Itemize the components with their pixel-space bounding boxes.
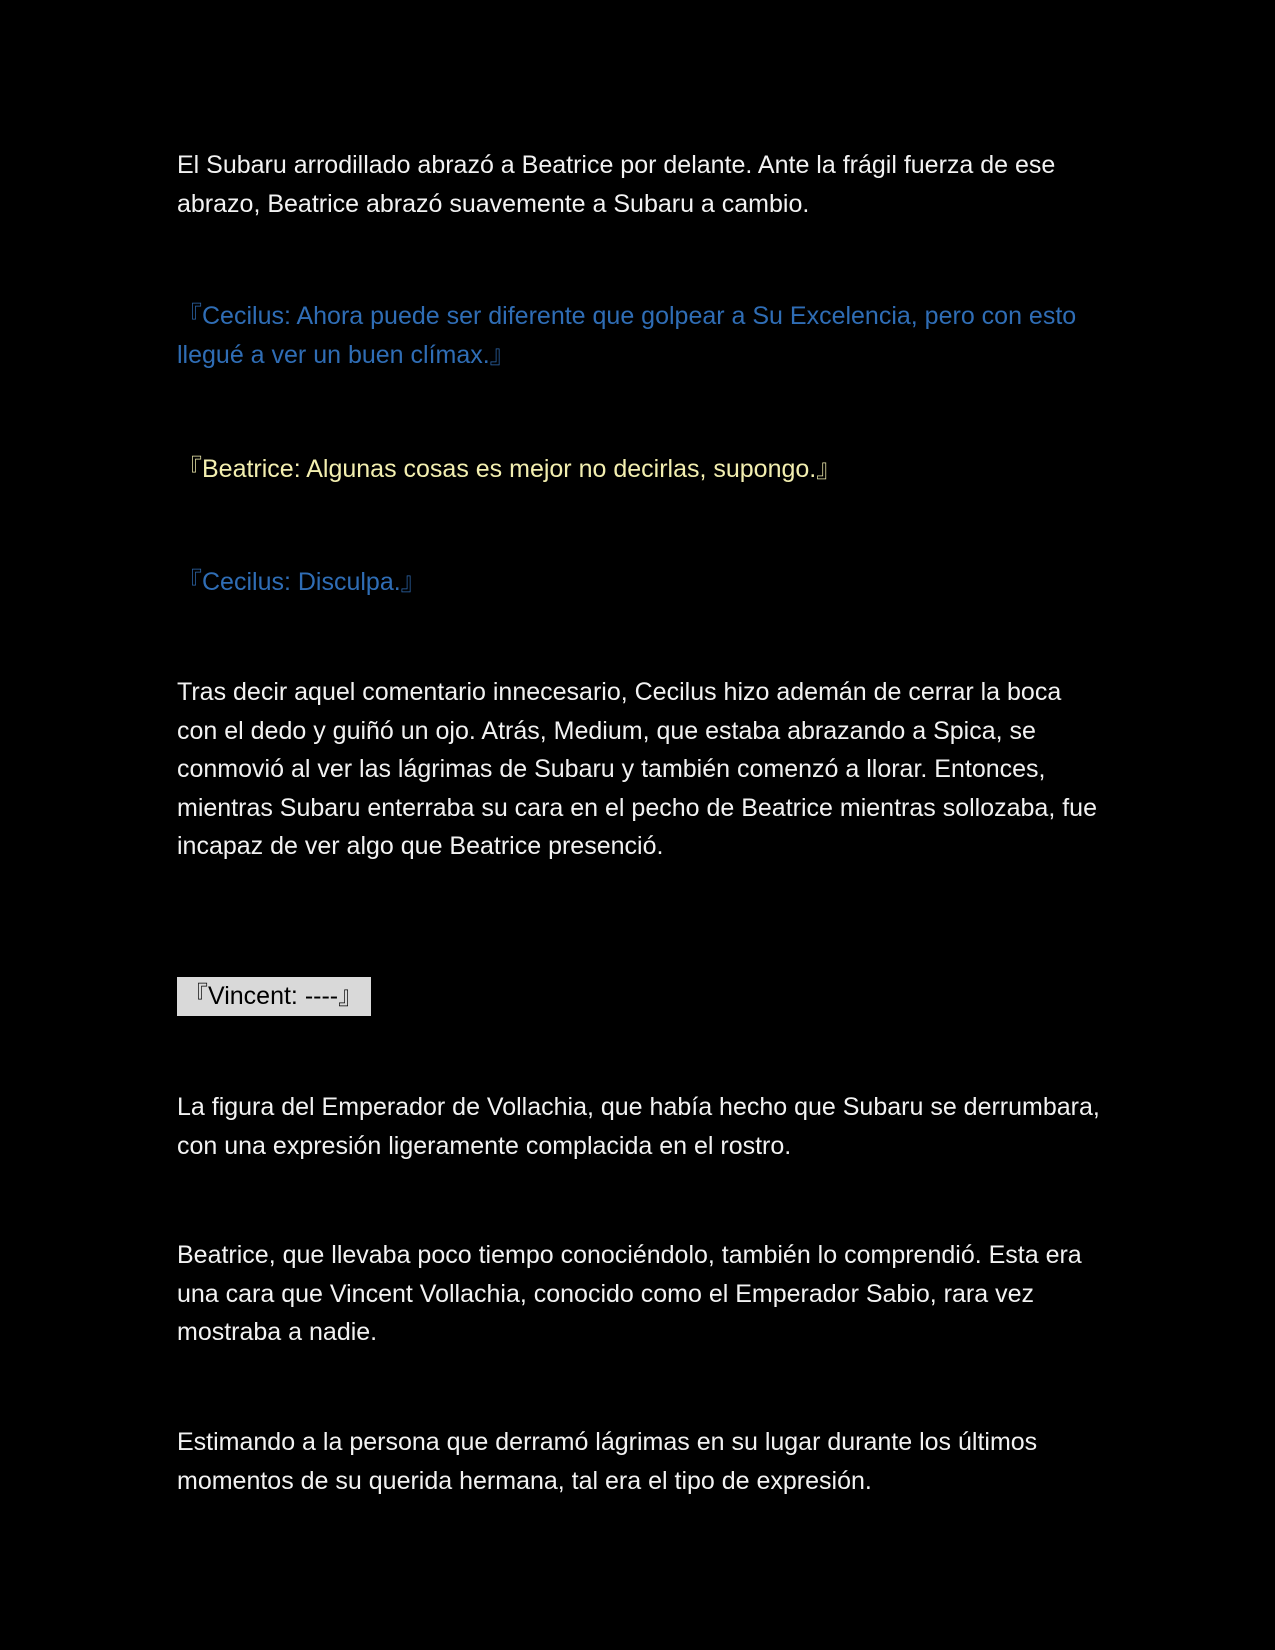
dialogue-cecilus-2: 『Cecilus: Disculpa.』: [177, 568, 426, 596]
narration-paragraph-2: Tras decir aquel comentario innecesario, Cecilus hizo ademán de cerrar la boca con el dedo y guiñó un ojo. Atrás, Medium, que estaba abrazando a Spica, se conmovió al ver las lágrimas de Subaru y también comenzó a llorar. Entonces, mientras Subaru enterraba su cara en el pecho de Beatrice mientras sollozaba, fue incapaz de ver algo que Beatrice presenció.: [177, 678, 1097, 860]
dialogue-cecilus-1: 『Cecilus: Ahora puede ser diferente que golpear a Su Excelencia, pero con esto llegué a ver un buen clímax.』: [177, 302, 1077, 369]
narration-paragraph-4: Beatrice, que llevaba poco tiempo conociéndolo, también lo comprendió. Esta era una cara que Vincent Vollachia, conocido como el Emperador Sabio, rara vez mostraba a nadie.: [177, 1241, 1082, 1346]
narration-paragraph-5: Estimando a la persona que derramó lágrimas en su lugar durante los últimos momentos de su querida hermana, tal era el tipo de expresión.: [177, 1428, 1038, 1495]
narration-paragraph-1: El Subaru arrodillado abrazó a Beatrice por delante. Ante la frágil fuerza de ese abrazo, Beatrice abrazó suavemente a Subaru a cambio.: [177, 151, 1056, 218]
dialogue-vincent-highlighted: 『Vincent: ----』: [177, 977, 371, 1016]
narration-paragraph-3: La figura del Emperador de Vollachia, que había hecho que Subaru se derrumbara, con una expresión ligeramente complacida en el rostro.: [177, 1093, 1100, 1160]
dialogue-beatrice: 『Beatrice: Algunas cosas es mejor no decirlas, supongo.』: [177, 455, 842, 483]
